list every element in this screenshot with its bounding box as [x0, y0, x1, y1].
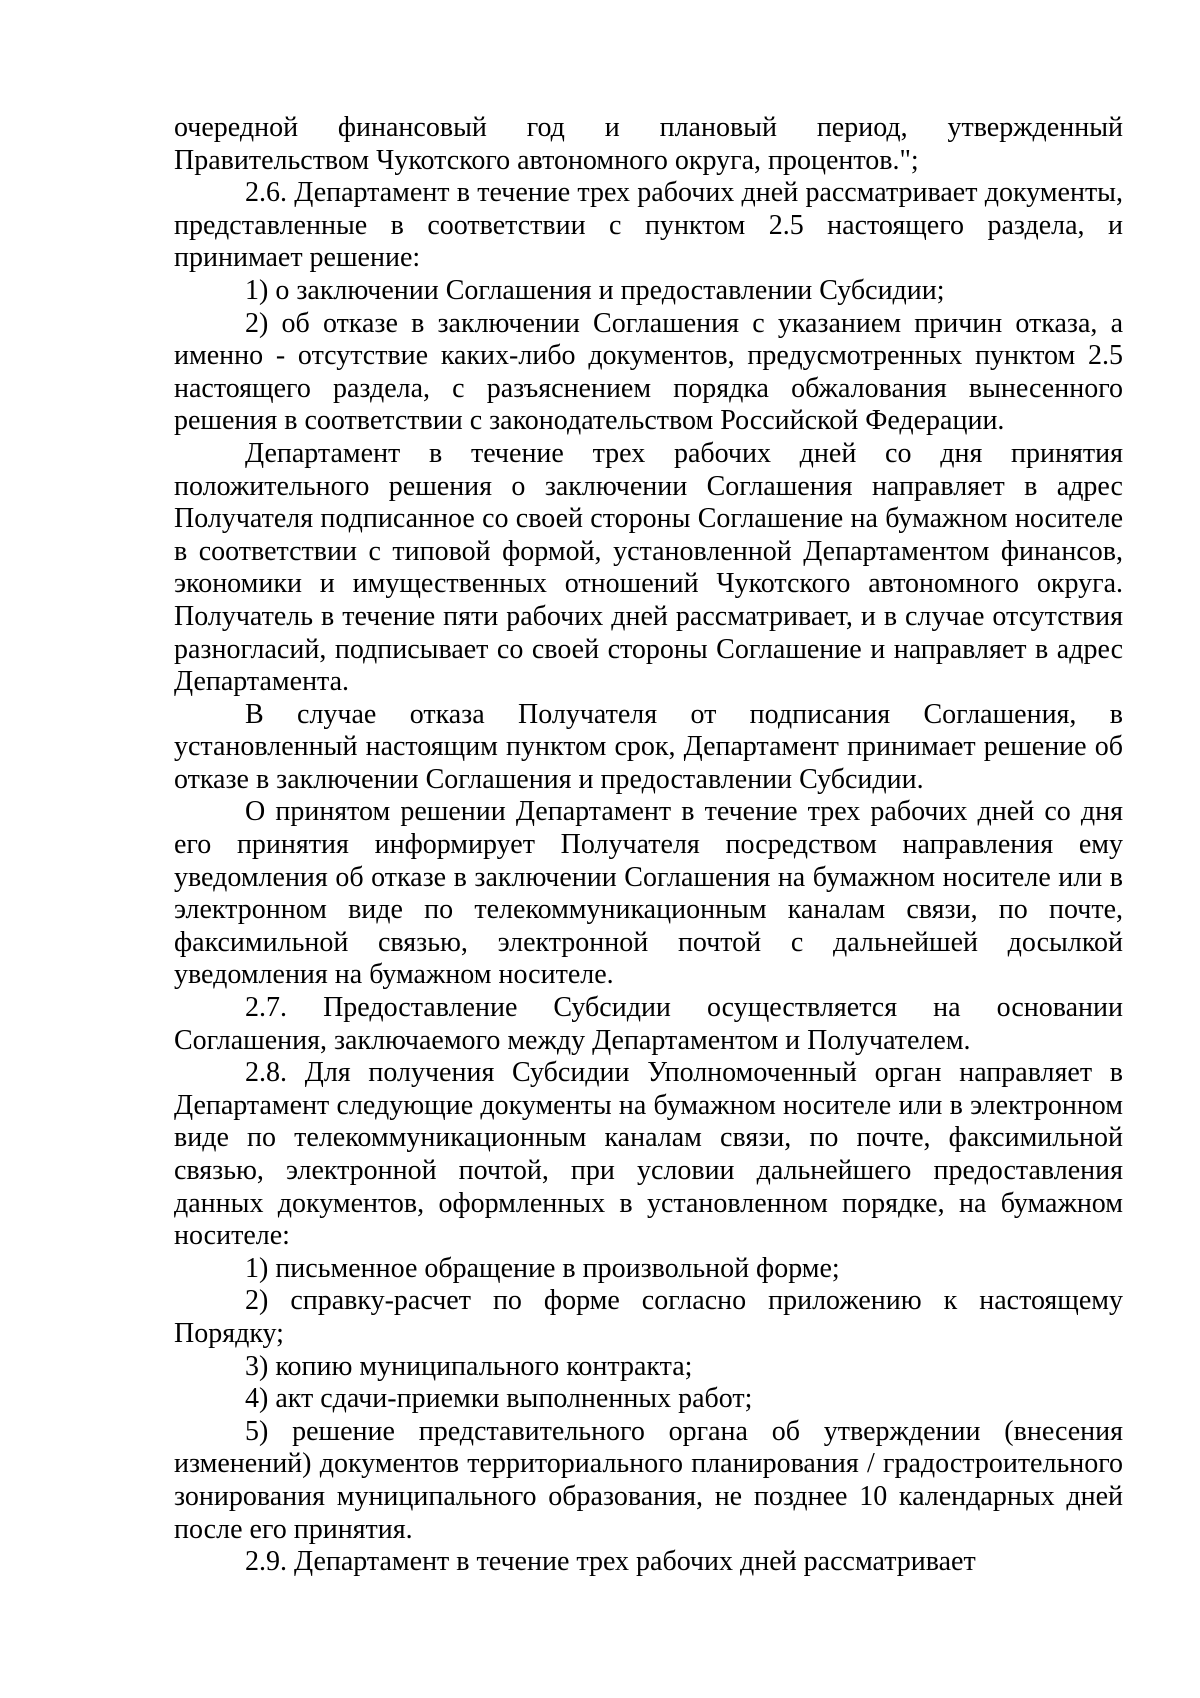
paragraph-2-8: 2.8. Для получения Субсидии Уполномоченный орган направляет в Департамент следующие документы на бумажном носителе или в электронном виде по телекоммуникационным каналам связи, по почте, факсимильной связью, электронной почтой, при условии дальнейшего предоставления данных документов, оформленных в установленном порядке, на бумажном носителе: — [174, 1057, 1123, 1252]
document-page — [174, 112, 1123, 1579]
paragraph-2-6: 2.6. Департамент в течение трех рабочих дней рассматривает документы, представленные в соответствии с пунктом 2.5 настоящего раздела, и принимает решение: — [174, 177, 1123, 274]
paragraph-2-7: 2.7. Предоставление Субсидии осуществляется на основании Соглашения, заключаемого между Департаментом и Получателем. — [174, 992, 1123, 1056]
doc-list-item-4: 4) акт сдачи-приемки выполненных работ; — [245, 1383, 753, 1415]
paragraph-notification: О принятом решении Департамент в течение трех рабочих дней со дня его принятия информирует Получателя посредством направления ему уведомления об отказе в заключении Соглашения на бумажном носителе или в электронном виде по телекоммуникационным каналам связи, по почте, факсимильной связью, электронной почтой с дальнейшей досылкой уведомления на бумажном носителе. — [174, 796, 1123, 991]
paragraph-department-positive: Департамент в течение трех рабочих дней со дня принятия положительного решения о заключении Соглашения направляет в адрес Получателя подписанное со своей стороны Соглашение на бумажном носителе в соответствии с типовой формой, установленной Департаментом финансов, экономики и имущественных отношений Чукотского автономного округа. Получатель в течение пяти рабочих дней рассматривает, и в случае отсутствия разногласий, подписывает со своей стороны Соглашение и направляет в адрес Департамента. — [174, 437, 1123, 698]
doc-list-item-2: 2) справку-расчет по форме согласно приложению к настоящему Порядку; — [174, 1285, 1123, 1349]
doc-list-item-1: 1) письменное обращение в произвольной форме; — [245, 1252, 840, 1284]
list-item-1: 1) о заключении Соглашения и предоставлении Субсидии; — [245, 274, 945, 306]
doc-list-item-5: 5) решение представительного органа об утверждении (внесения изменений) документов территориального планирования / градостроительного зонирования муниципального образования, не позднее 10 календарных дней после его принятия. — [174, 1415, 1123, 1545]
paragraph-2-9: 2.9. Департамент в течение трех рабочих дней рассматривает — [245, 1546, 976, 1578]
list-item-2: 2) об отказе в заключении Соглашения с указанием причин отказа, а именно - отсутствие каких-либо документов, предусмотренных пунктом 2.5 настоящего раздела, с разъяснением порядка обжалования вынесенного решения в соответствии с законодательством Российской Федерации. — [174, 307, 1123, 437]
paragraph-refusal: В случае отказа Получателя от подписания Соглашения, в установленный настоящим пунктом срок, Департамент принимает решение об отказе в заключении Соглашения и предоставлении Субсидии. — [174, 698, 1123, 795]
paragraph-continuation: очередной финансовый год и плановый период, утвержденный Правительством Чукотского автономного округа, процентов."; — [174, 112, 1123, 176]
doc-list-item-3: 3) копию муниципального контракта; — [245, 1350, 693, 1382]
